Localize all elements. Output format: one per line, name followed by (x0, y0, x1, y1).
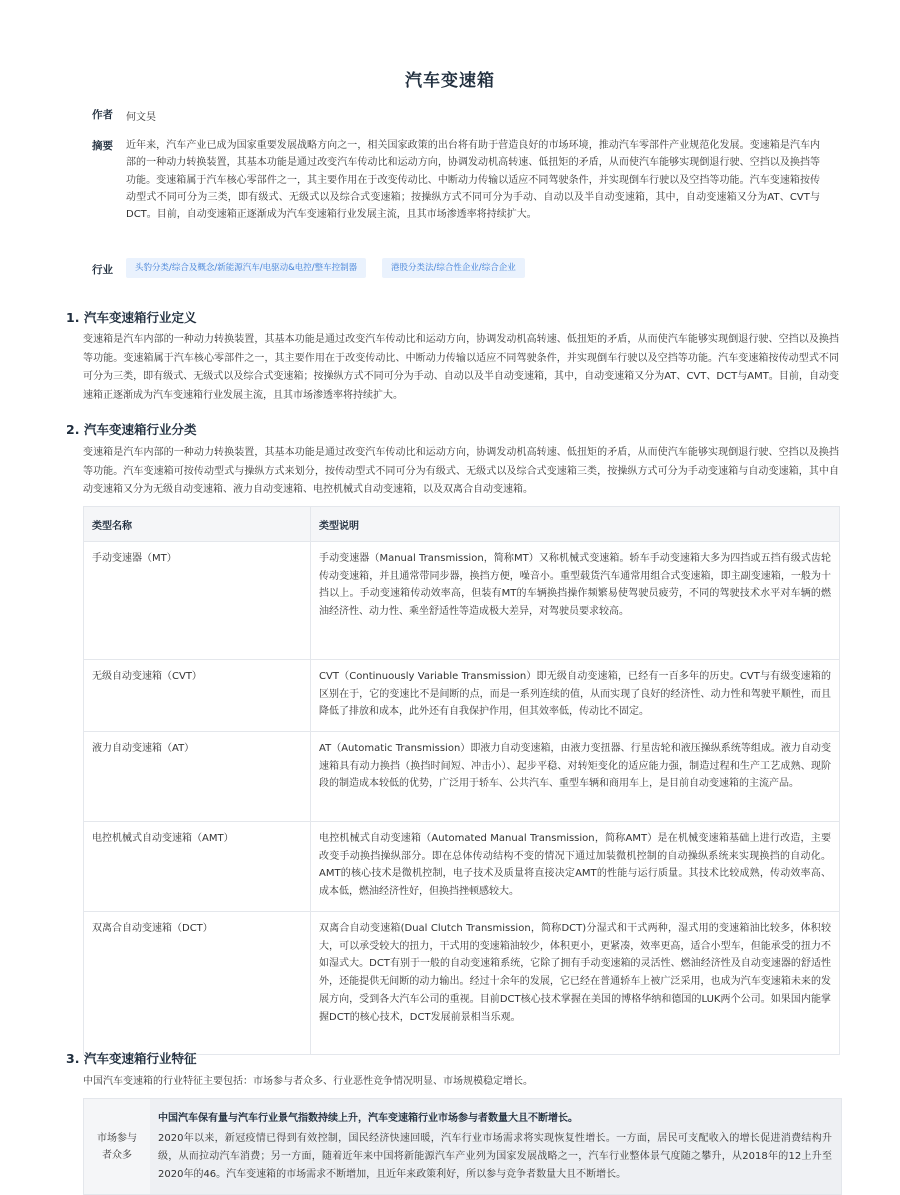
type-desc: 手动变速器（Manual Transmission，简称MT）又称机械式变速箱。轿车手动变速箱大多为四挡或五挡有级式齿轮传动变速箱，并且通常带同步器，换挡方便，噪音小。重型载货汽车通常用组合式变速箱，即主副变速箱，一般为十挡以上。手动变速箱传动效率高，但装有MT的车辆换挡操作频繁易使驾驶员疲劳，不同的驾驶技术水平对车辆的燃油经济性、动力性、乘坐舒适性等造成极大差异，对驾驶员要求较高。 (311, 542, 840, 660)
section-heading (66, 308, 197, 326)
table-header-name: 类型名称 (84, 507, 311, 542)
table-row (84, 732, 840, 822)
feature-body: 2020年以来，新冠疫情已得到有效控制，国民经济快速回暖，汽车行业市场需求将实现恢复性增长。一方面，居民可支配收入的增长促进消费结构升级，从而拉动汽车消费；另一方面，随着近年来中国将新能源汽车产业列为国家发展战略之一，汽车行业整体景气度随之攀升，从2018年的12上升至2020年的46。汽车变速箱的市场需求不断增加，且近年来政策利好，所以参与竞争者数量大且不断增长。 (158, 1133, 832, 1180)
author-label: 作者 (92, 109, 113, 121)
section-body: 中国汽车变速箱的行业特征主要包括：市场参与者众多、行业恶性竞争情况明显、市场规模稳定增长。 (83, 1076, 533, 1087)
feature-label (84, 1099, 150, 1194)
type-desc: 双离合自动变速箱(Dual Clutch Transmission，简称DCT)分湿式和干式两种，湿式用的变速箱油比较多，体积较大，可以承受较大的扭力，干式用的变速箱油较少，体积更小，更紧凑，效率更高，适合小型车，但能承受的扭力不如湿式大。DCT有别于一般的自动变速箱系统，它除了拥有手动变速箱的灵活性、燃油经济性及自动变速器的舒适性外，还能提供无间断的动力输出。经过十余年的发展，它已经在普通轿车上被广泛采用，也成为汽车变速箱未来的发展方向，受到各大汽车公司的重视。目前DCT核心技术掌握在美国的博格华纳和德国的LUK两个公司。如果国内能掌握DCT的核心技术，DCT发展前景相当乐观。 (311, 912, 840, 1055)
industry-label: 行业 (92, 264, 113, 276)
type-name: 手动变速器（MT） (84, 542, 311, 660)
abstract-label: 摘要 (92, 140, 113, 152)
feature-label-text: 市场参与者众多 (97, 1132, 137, 1161)
industry-tag[interactable]: 港股分类法/综合性企业/综合企业 (382, 258, 525, 278)
feature-card (83, 1098, 842, 1195)
feature-heading: 中国汽车保有量与汽车行业景气指数持续上升，汽车变速箱行业市场参与者数量大且不断增长。 (158, 1113, 578, 1124)
section-number: 1. (66, 310, 80, 325)
abstract-text: 近年来，汽车产业已成为国家重要发展战略方向之一，相关国家政策的出台将有助于营造良好的市场环境，推动汽车零部件产业规范化发展。变速箱是汽车内部的一种动力转换装置，其基本功能是通过改变汽车传动比和运动方向，协调发动机高转速、低扭矩的矛盾，从而使汽车能够实现倒退行驶、空挡以及换挡等功能。变速箱属于汽车核心零部件之一，其主要作用在于改变传动比、中断动力传输以适应不同驾驶条件，并实现倒车行驶以及空挡等功能。汽车变速箱按传动型式不同可分为三类，即有级式、无级式以及综合式变速箱；按操纵方式不同可分为手动、自动以及半自动变速箱，其中，自动变速箱又分为AT、CVT与DCT。目前，自动变速箱正逐渐成为汽车变速箱行业发展主流，且其市场渗透率将持续扩大。 (126, 140, 820, 221)
industry-tag[interactable]: 头豹分类/综合及概念/新能源汽车/电驱动&电控/整车控制器 (126, 258, 366, 278)
table-header-row (84, 507, 840, 542)
section-title: 汽车变速箱行业定义 (84, 310, 197, 325)
type-name: 电控机械式自动变速箱（AMT） (84, 822, 311, 912)
section-heading (66, 420, 197, 438)
feature-content (150, 1099, 841, 1194)
type-desc: 电控机械式自动变速箱（Automated Manual Transmission，简称AMT）是在机械变速箱基础上进行改造，主要改变手动换挡操纵部分。即在总体传动结构不变的情况下通过加装微机控制的自动操纵系统来实现换挡的自动化。AMT的核心技术是微机控制，电子技术及质量将直接决定AMT的性能与运行质量。其技术比较成熟，传动效率高、成本低，燃油经济性好，但换挡挫顿感较大。 (311, 822, 840, 912)
type-desc: CVT（Continuously Variable Transmission）即无级自动变速箱，已经有一百多年的历史。CVT与有级变速箱的区别在于，它的变速比不是间断的点，而是一系列连续的值，从而实现了良好的经济性、动力性和驾驶平顺性，而且降低了排放和成本，此外还有自我保护作用，但其效率低，传动比不固定。 (311, 660, 840, 732)
table-row (84, 660, 840, 732)
section-heading (66, 1049, 197, 1067)
section-number: 3. (66, 1051, 80, 1066)
table-header-desc: 类型说明 (311, 507, 840, 542)
section-body: 变速箱是汽车内部的一种动力转换装置，其基本功能是通过改变汽车传动比和运动方向，协调发动机高转速、低扭矩的矛盾，从而使汽车能够实现倒退行驶、空挡以及换挡等功能。汽车变速箱可按传动型式与操纵方式来划分，按传动型式不同可分为有级式、无级式以及综合式变速箱三类，按操纵方式可分为手动变速箱与自动变速箱，其中自动变速箱又分为无级自动变速箱、液力自动变速箱、电控机械式自动变速箱，以及双离合自动变速箱。 (83, 447, 839, 496)
author-name: 何文昊 (126, 112, 156, 123)
table-row (84, 912, 840, 1055)
type-table (83, 506, 840, 1055)
type-name: 无级自动变速箱（CVT） (84, 660, 311, 732)
section-body: 变速箱是汽车内部的一种动力转换装置，其基本功能是通过改变汽车传动比和运动方向，协调发动机高转速、低扭矩的矛盾，从而使汽车能够实现倒退行驶、空挡以及换挡等功能。变速箱属于汽车核心零部件之一，其主要作用在于改变传动比、中断动力传输以适应不同驾驶条件，并实现倒车行驶以及空挡等功能。汽车变速箱按传动型式不同可分为三类，即有级式、无级式以及综合式变速箱；按操纵方式不同可分为手动、自动以及半自动变速箱，其中，自动变速箱又分为AT、CVT、DCT与AMT。目前，自动变速箱正逐渐成为汽车变速箱行业发展主流，且其市场渗透率将持续扩大。 (83, 334, 839, 401)
section-number: 2. (66, 422, 80, 437)
section-title: 汽车变速箱行业特征 (84, 1051, 197, 1066)
type-name: 液力自动变速箱（AT） (84, 732, 311, 822)
section-title: 汽车变速箱行业分类 (84, 422, 197, 437)
table-row (84, 822, 840, 912)
page-title: 汽车变速箱 (405, 71, 495, 91)
type-name: 双离合自动变速箱（DCT） (84, 912, 311, 1055)
table-row (84, 542, 840, 660)
type-desc: AT（Automatic Transmission）即液力自动变速箱，由液力变扭器、行星齿轮和液压操纵系统等组成。液力自动变速箱具有动力换挡（换挡时间短、冲击小）、起步平稳、对转矩变化的适应能力强，制造过程和生产工艺成熟、现阶段的制造成本较低的优势，广泛用于轿车、公共汽车、重型车辆和商用车上，是目前自动变速箱的主流产品。 (311, 732, 840, 822)
